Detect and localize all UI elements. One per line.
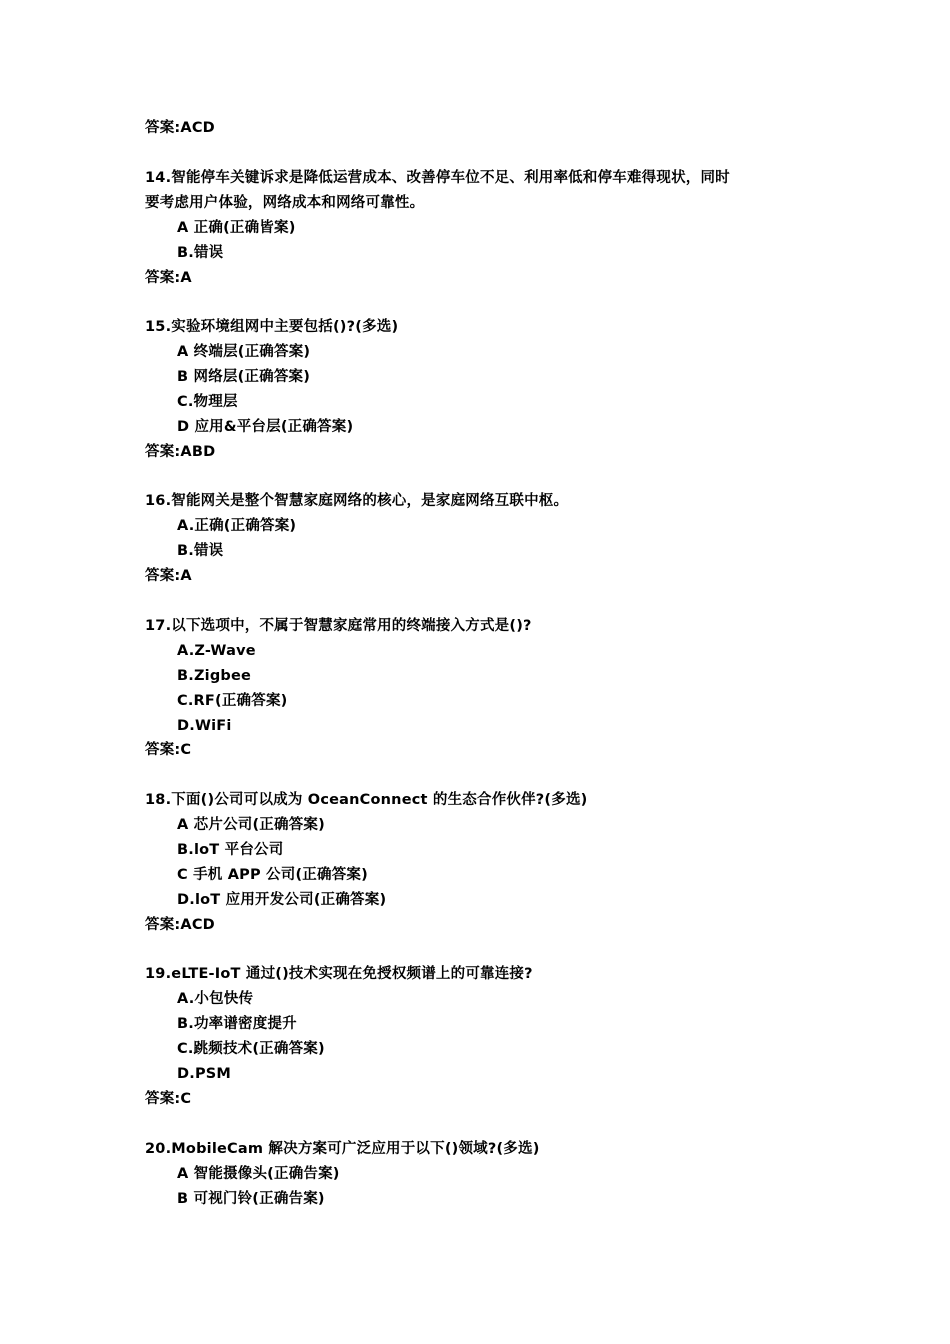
q17-option-b: B.Zigbee <box>177 668 252 684</box>
q19-option-d: D.PSM <box>177 1066 232 1082</box>
question-14-line-1: 14.智能停车关键诉求是降低运营成本、改善停车位不足、利用率低和停车难得现状，同时 <box>145 170 730 186</box>
q17-option-c: C.RF(正确答案) <box>177 693 288 709</box>
q14-option-a: A 正确(正确皆案) <box>177 220 296 236</box>
q18-option-b: B.loT 平台公司 <box>177 842 284 858</box>
q15-option-a: A 终端层(正确答案) <box>177 344 311 360</box>
question-16: 16.智能网关是整个智慧家庭网络的核心，是家庭网络互联中枢。 <box>145 493 569 509</box>
answer-15: 答案:ABD <box>145 444 216 460</box>
question-15: 15.实验环境组网中主要包括()?(多选) <box>145 319 399 335</box>
answer-13: 答案:ACD <box>145 120 215 136</box>
answer-19: 答案:C <box>145 1091 192 1107</box>
question-14-line-2: 要考虑用户体验，网络成本和网络可靠性。 <box>145 195 425 211</box>
answer-18: 答案:ACD <box>145 917 215 933</box>
question-19: 19.eLTE-IoT 通过()技术实现在免授权频谱上的可靠连接? <box>145 966 533 982</box>
q16-option-b: B.错误 <box>177 543 224 559</box>
answer-16: 答案:A <box>145 568 192 584</box>
q17-option-d: D.WiFi <box>177 718 232 734</box>
q19-option-c: C.跳频技术(正确答案) <box>177 1041 325 1057</box>
q20-option-b: B 可视门铃(正确告案) <box>177 1191 325 1207</box>
q16-option-a: A.正确(正确答案) <box>177 518 297 534</box>
answer-14: 答案:A <box>145 270 192 286</box>
question-18: 18.下面()公司可以成为 OceanConnect 的生态合作伙伴?(多选) <box>145 792 588 808</box>
answer-17: 答案:C <box>145 742 192 758</box>
q15-option-b: B 网络层(正确答案) <box>177 369 311 385</box>
q18-option-d: D.loT 应用开发公司(正确答案) <box>177 892 387 908</box>
q19-option-b: B.功率谱密度提升 <box>177 1016 297 1032</box>
question-20: 20.MobileCam 解决方案可广泛应用于以下()领域?(多选) <box>145 1141 540 1157</box>
question-17: 17.以下选项中，不属于智慧家庭常用的终端接入方式是()? <box>145 618 532 634</box>
q19-option-a: A.小包快传 <box>177 991 254 1007</box>
q18-option-c: C 手机 APP 公司(正确答案) <box>177 867 368 883</box>
q15-option-d: D 应用&平台层(正确答案) <box>177 419 354 435</box>
q14-option-b: B.错误 <box>177 245 224 261</box>
q17-option-a: A.Z-Wave <box>177 643 256 659</box>
q18-option-a: A 芯片公司(正确答案) <box>177 817 325 833</box>
q15-option-c: C.物理层 <box>177 394 238 410</box>
q20-option-a: A 智能摄像头(正确告案) <box>177 1166 340 1182</box>
